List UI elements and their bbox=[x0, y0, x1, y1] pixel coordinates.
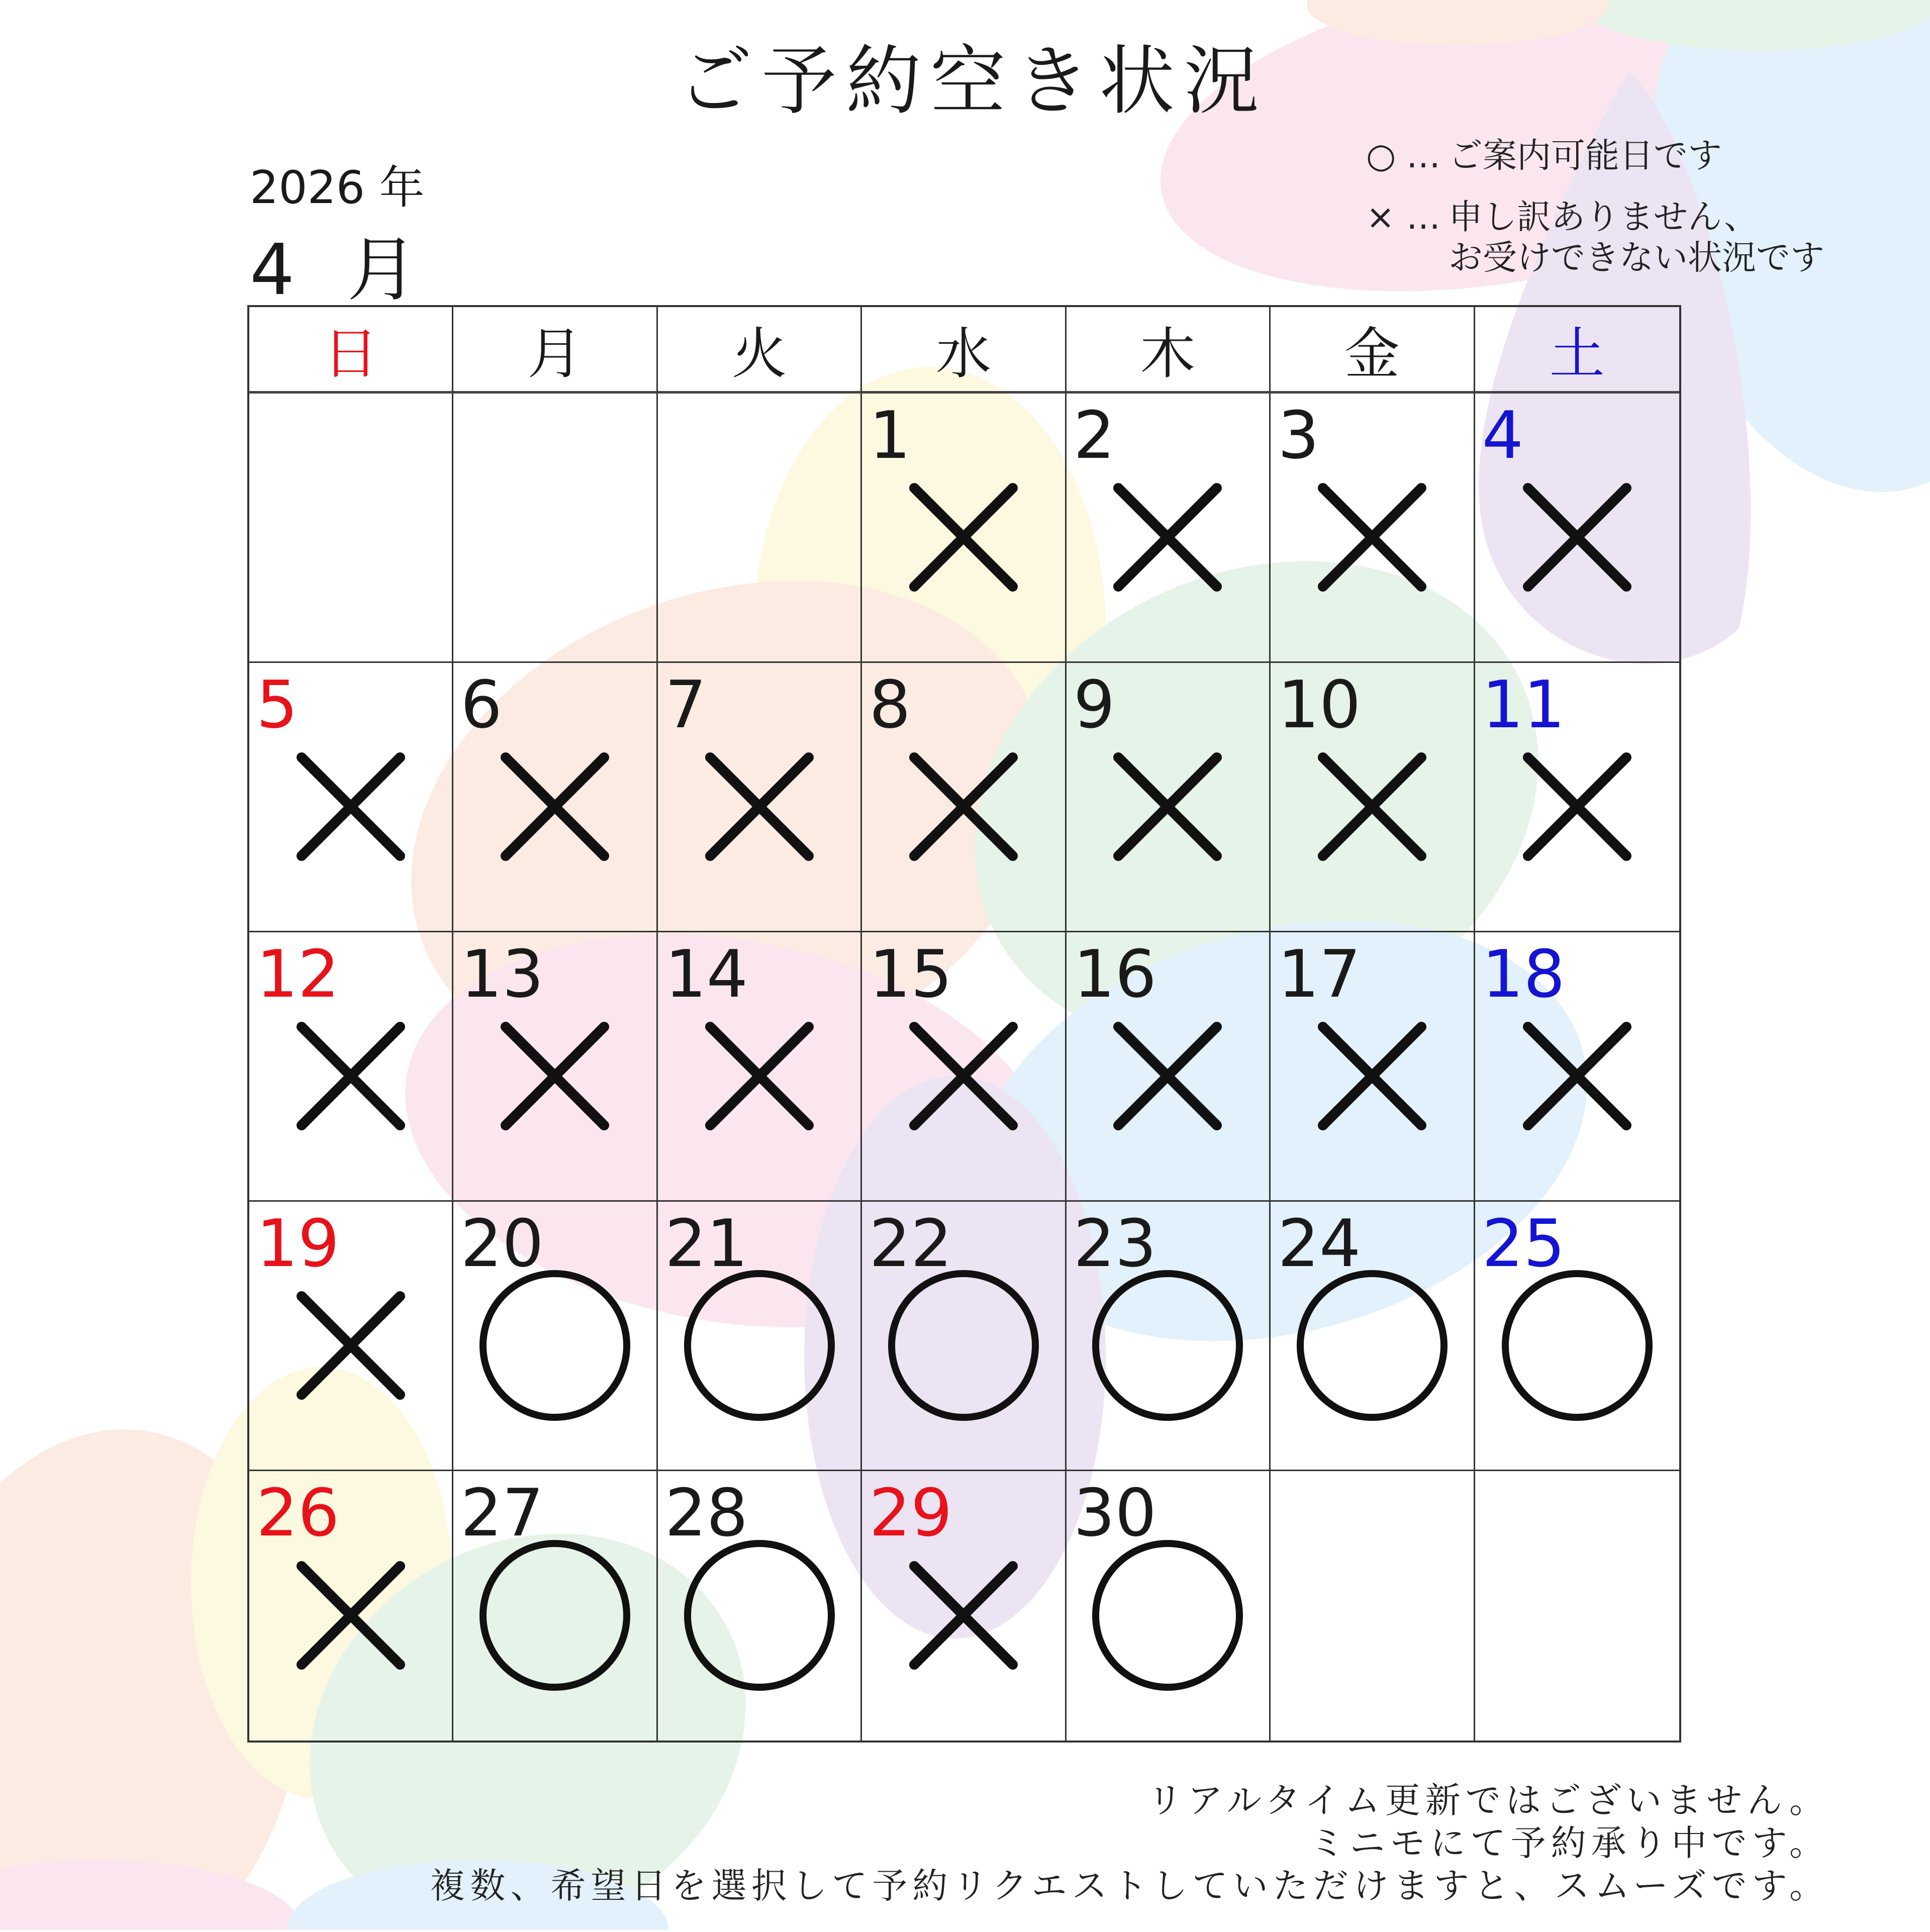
calendar-empty-cell bbox=[453, 394, 657, 663]
unavailable-cross-icon bbox=[908, 1560, 1019, 1673]
calendar-empty-cell bbox=[1475, 1471, 1679, 1741]
calendar-day-cell[interactable] bbox=[1475, 663, 1679, 932]
unavailable-cross-icon bbox=[908, 482, 1019, 595]
calendar-day-cell[interactable] bbox=[1475, 932, 1679, 1202]
calendar-day-cell[interactable] bbox=[453, 663, 657, 932]
footer-line-1: リアルタイム更新ではございません。 bbox=[1147, 1780, 1829, 1821]
day-number: 27 bbox=[460, 1475, 544, 1551]
month-label: 4 月 bbox=[250, 229, 433, 311]
unavailable-cross-icon bbox=[1112, 1021, 1223, 1133]
day-number: 30 bbox=[1073, 1475, 1157, 1551]
calendar-day-cell[interactable] bbox=[249, 932, 453, 1202]
calendar-day-cell[interactable] bbox=[862, 932, 1066, 1202]
page-title: ご予約空き状況 bbox=[677, 38, 1268, 125]
circle-icon: ○ bbox=[1366, 136, 1396, 176]
available-circle-icon bbox=[682, 1268, 837, 1425]
unavailable-cross-icon bbox=[704, 751, 815, 864]
ellipsis: … bbox=[1406, 197, 1440, 237]
day-number: 17 bbox=[1278, 936, 1361, 1012]
day-number: 8 bbox=[869, 666, 911, 743]
day-number: 2 bbox=[1073, 397, 1115, 473]
legend-unavailable-line1: 申し訳ありません、 bbox=[1449, 197, 1759, 237]
calendar-day-cell[interactable] bbox=[1271, 932, 1475, 1202]
legend-available bbox=[1366, 136, 1824, 177]
day-number: 24 bbox=[1278, 1205, 1361, 1282]
day-number: 1 bbox=[869, 397, 911, 473]
unavailable-cross-icon bbox=[1522, 482, 1632, 595]
day-number: 25 bbox=[1482, 1205, 1565, 1282]
unavailable-cross-icon bbox=[1522, 1021, 1632, 1133]
unavailable-cross-icon bbox=[704, 1021, 815, 1133]
available-circle-icon bbox=[1090, 1537, 1245, 1695]
available-circle-icon bbox=[477, 1537, 633, 1695]
calendar-grid bbox=[247, 305, 1681, 1743]
weekday-header: 日 bbox=[249, 307, 453, 394]
day-number: 16 bbox=[1073, 936, 1157, 1012]
unavailable-cross-icon bbox=[1112, 482, 1223, 595]
available-circle-icon bbox=[477, 1268, 633, 1425]
unavailable-cross-icon bbox=[1317, 482, 1427, 595]
calendar-day-cell[interactable] bbox=[658, 1471, 862, 1741]
day-number: 6 bbox=[460, 666, 503, 743]
cross-icon: × bbox=[1366, 197, 1395, 237]
day-number: 29 bbox=[869, 1475, 952, 1551]
day-number: 10 bbox=[1278, 666, 1361, 743]
calendar-day-cell[interactable] bbox=[862, 663, 1066, 932]
day-number: 9 bbox=[1073, 666, 1115, 743]
day-number: 19 bbox=[256, 1205, 340, 1282]
weekday-header: 火 bbox=[658, 307, 862, 394]
weekday-header: 土 bbox=[1475, 307, 1679, 394]
day-number: 26 bbox=[256, 1475, 340, 1551]
calendar-day-cell[interactable] bbox=[1271, 1202, 1475, 1471]
day-number: 13 bbox=[460, 936, 544, 1012]
calendar-day-cell[interactable] bbox=[1067, 394, 1271, 663]
day-number: 5 bbox=[256, 666, 298, 743]
unavailable-cross-icon bbox=[1522, 751, 1632, 864]
calendar-day-cell[interactable] bbox=[1475, 394, 1679, 663]
weekday-header: 木 bbox=[1067, 307, 1271, 394]
footer-line-3: 複数、希望日を選択して予約リクエストしていただけますと、スムーズです。 bbox=[430, 1865, 1829, 1906]
calendar-empty-cell bbox=[658, 394, 862, 663]
unavailable-cross-icon bbox=[296, 1290, 406, 1403]
calendar-empty-cell bbox=[1271, 1471, 1475, 1741]
legend bbox=[1366, 136, 1824, 299]
day-number: 3 bbox=[1278, 397, 1319, 473]
day-number: 11 bbox=[1482, 666, 1565, 743]
calendar-day-cell[interactable] bbox=[1067, 1471, 1271, 1741]
day-number: 14 bbox=[664, 936, 748, 1012]
calendar-day-cell[interactable] bbox=[249, 1202, 453, 1471]
unavailable-cross-icon bbox=[500, 1021, 610, 1133]
calendar-day-cell[interactable] bbox=[862, 394, 1066, 663]
unavailable-cross-icon bbox=[1112, 751, 1223, 864]
legend-available-text: ご案内可能日です bbox=[1449, 136, 1722, 176]
unavailable-cross-icon bbox=[1317, 751, 1427, 864]
calendar-day-cell[interactable] bbox=[1067, 932, 1271, 1202]
calendar-day-cell[interactable] bbox=[862, 1202, 1066, 1471]
calendar-day-cell[interactable] bbox=[249, 1471, 453, 1741]
day-number: 4 bbox=[1482, 397, 1524, 473]
calendar-day-cell[interactable] bbox=[658, 932, 862, 1202]
unavailable-cross-icon bbox=[296, 751, 406, 864]
year-label: 2026 年 bbox=[250, 161, 425, 214]
calendar-day-cell[interactable] bbox=[249, 663, 453, 932]
calendar-day-cell[interactable] bbox=[862, 1471, 1066, 1741]
available-circle-icon bbox=[682, 1537, 837, 1695]
weekday-header: 月 bbox=[453, 307, 657, 394]
weekday-header: 金 bbox=[1271, 307, 1475, 394]
calendar-day-cell[interactable] bbox=[1271, 663, 1475, 932]
available-circle-icon bbox=[886, 1268, 1041, 1425]
calendar-day-cell[interactable] bbox=[453, 1202, 657, 1471]
unavailable-cross-icon bbox=[1317, 1021, 1427, 1133]
weekday-header: 水 bbox=[862, 307, 1066, 394]
unavailable-cross-icon bbox=[908, 1021, 1019, 1133]
day-number: 12 bbox=[256, 936, 340, 1012]
legend-unavailable-text bbox=[1449, 197, 1824, 279]
footer-line-2: ミニモにて予約承り中です。 bbox=[1309, 1822, 1829, 1864]
day-number: 18 bbox=[1482, 936, 1565, 1012]
day-number: 20 bbox=[460, 1205, 544, 1282]
legend-unavailable bbox=[1366, 197, 1824, 279]
calendar-day-cell[interactable] bbox=[1475, 1202, 1679, 1471]
ellipsis: … bbox=[1406, 136, 1440, 176]
day-number: 7 bbox=[664, 666, 707, 743]
calendar-day-cell[interactable] bbox=[658, 1202, 862, 1471]
day-number: 21 bbox=[664, 1205, 748, 1282]
footer-notes bbox=[430, 1779, 1829, 1907]
calendar-day-cell[interactable] bbox=[453, 1471, 657, 1741]
day-number: 28 bbox=[664, 1475, 748, 1551]
unavailable-cross-icon bbox=[908, 751, 1019, 864]
calendar-day-cell[interactable] bbox=[658, 663, 862, 932]
calendar-day-cell[interactable] bbox=[1271, 394, 1475, 663]
calendar-day-cell[interactable] bbox=[1067, 663, 1271, 932]
unavailable-cross-icon bbox=[296, 1560, 406, 1673]
calendar-day-cell[interactable] bbox=[1067, 1202, 1271, 1471]
calendar-day-cell[interactable] bbox=[453, 932, 657, 1202]
day-number: 15 bbox=[869, 936, 952, 1012]
calendar-empty-cell bbox=[249, 394, 453, 663]
unavailable-cross-icon bbox=[500, 751, 610, 864]
day-number: 22 bbox=[869, 1205, 952, 1282]
available-circle-icon bbox=[1294, 1268, 1450, 1425]
legend-unavailable-line2: お受けできない状況です bbox=[1449, 238, 1825, 278]
day-number: 23 bbox=[1073, 1205, 1157, 1282]
unavailable-cross-icon bbox=[296, 1021, 406, 1133]
available-circle-icon bbox=[1499, 1268, 1655, 1425]
available-circle-icon bbox=[1090, 1268, 1245, 1425]
